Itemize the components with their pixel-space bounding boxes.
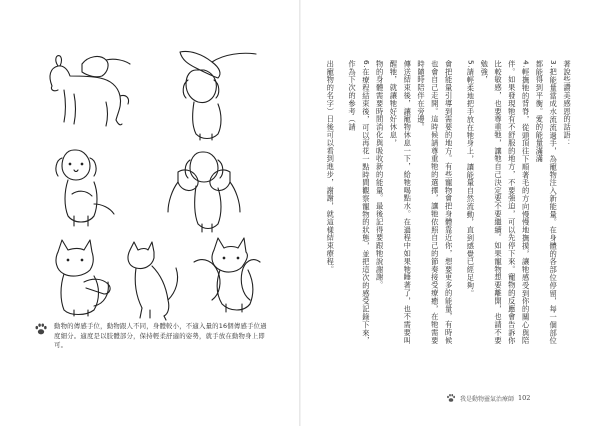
dog-standing-hand-on-back-drawing (50, 56, 130, 126)
paragraph (464, 60, 478, 348)
paragraph-text: 出寵物的名字）日後可以看到進步，謝謝，就這樣結束療程。 (326, 60, 336, 274)
cat-stretching-drawing (128, 242, 178, 320)
figure-caption: 動物的傳感手位，動物跟人不同，身體較小，不適入量的16個傳感手位過度細分。適度是以肢體部分，保持輕柔舒適的姿勢，就手放在動物身上即可。 (54, 322, 267, 349)
paragraph-text: 著說些讚美感恩的話語： (563, 60, 572, 147)
book-title: 我是動物靈氣治療師 (460, 395, 515, 403)
paragraph-text: 4.輕撫牠的背脊，從頭頂往下順著毛的方向慢慢地撫摸，讓牠感受到你的關心與陪伴。如果發現牠有不舒服的地方，不要強迫，可以先停下來。 (507, 60, 531, 345)
paragraph-text: 比較敏感，也要尊重牠，讓牠自己決定要不要繼續。如果寵物想要離開，也請不要勉強， (480, 60, 504, 345)
page-footer (446, 392, 530, 404)
paragraph-text: 5.請輕柔地把手放在牠身上，讓能量自然流動，直到感覺已經足夠。 (466, 60, 476, 298)
main-vertical-text (326, 60, 574, 348)
paragraph-text: 3.把能量當成水流流過手，為寵物注入新能量。在身體的各部位停留，每一個部位都能得到平衡。 (535, 60, 559, 345)
paragraph (533, 60, 561, 348)
paragraph (323, 60, 337, 348)
paw-icon (34, 322, 48, 336)
paragraph-text: 6.在療程結束後，可以再花一點時間觀察寵物的狀態，並把這次的感受記錄下來，作為下次的參考（請 (348, 60, 371, 345)
dog-held-by-hands-drawing (168, 152, 240, 232)
paw-icon (446, 393, 456, 403)
paragraph (560, 60, 574, 348)
paragraph-text: 物的身體需要時間消化與吸收新的能量。最後記得要跟牠說謝謝。 (375, 60, 385, 290)
paragraph-text: 傳送結束後，讓寵物休息一下，給牠喝點水。在過程中如果牠睡著了，也不需要叫醒牠，就讓牠好好休息， (389, 60, 413, 345)
cat-with-hand-drawing (56, 240, 110, 316)
handwritten-note: 愛的能量滿滿 (535, 115, 545, 163)
page-number: 102 (518, 394, 531, 402)
paragraph (345, 60, 373, 348)
paragraph (387, 60, 415, 348)
handwritten-note: 寵物的反應會告訴你 (507, 273, 517, 345)
paragraph (477, 60, 505, 348)
paragraph (505, 60, 533, 348)
paragraph (414, 60, 455, 348)
caption-block (34, 322, 270, 351)
paragraph (373, 60, 387, 348)
cat-held-in-arms-drawing (194, 238, 260, 312)
page-gutter (299, 0, 301, 426)
animal-reiki-illustrations (34, 46, 266, 316)
dog-sitting-hands-on-head-drawing (180, 51, 256, 140)
puppy-sitting-hands-at-chest-drawing (56, 150, 114, 226)
paragraph-text: 會把能量引導到需要的地方。有些寵物會把身體靠近你，想要更多的能量，有時候也會自己走開。這時候請尊重牠的選擇，讓牠依照自己的節奏接受療癒，在牠需要時隨時陪伴在旁邊。 (417, 60, 454, 345)
